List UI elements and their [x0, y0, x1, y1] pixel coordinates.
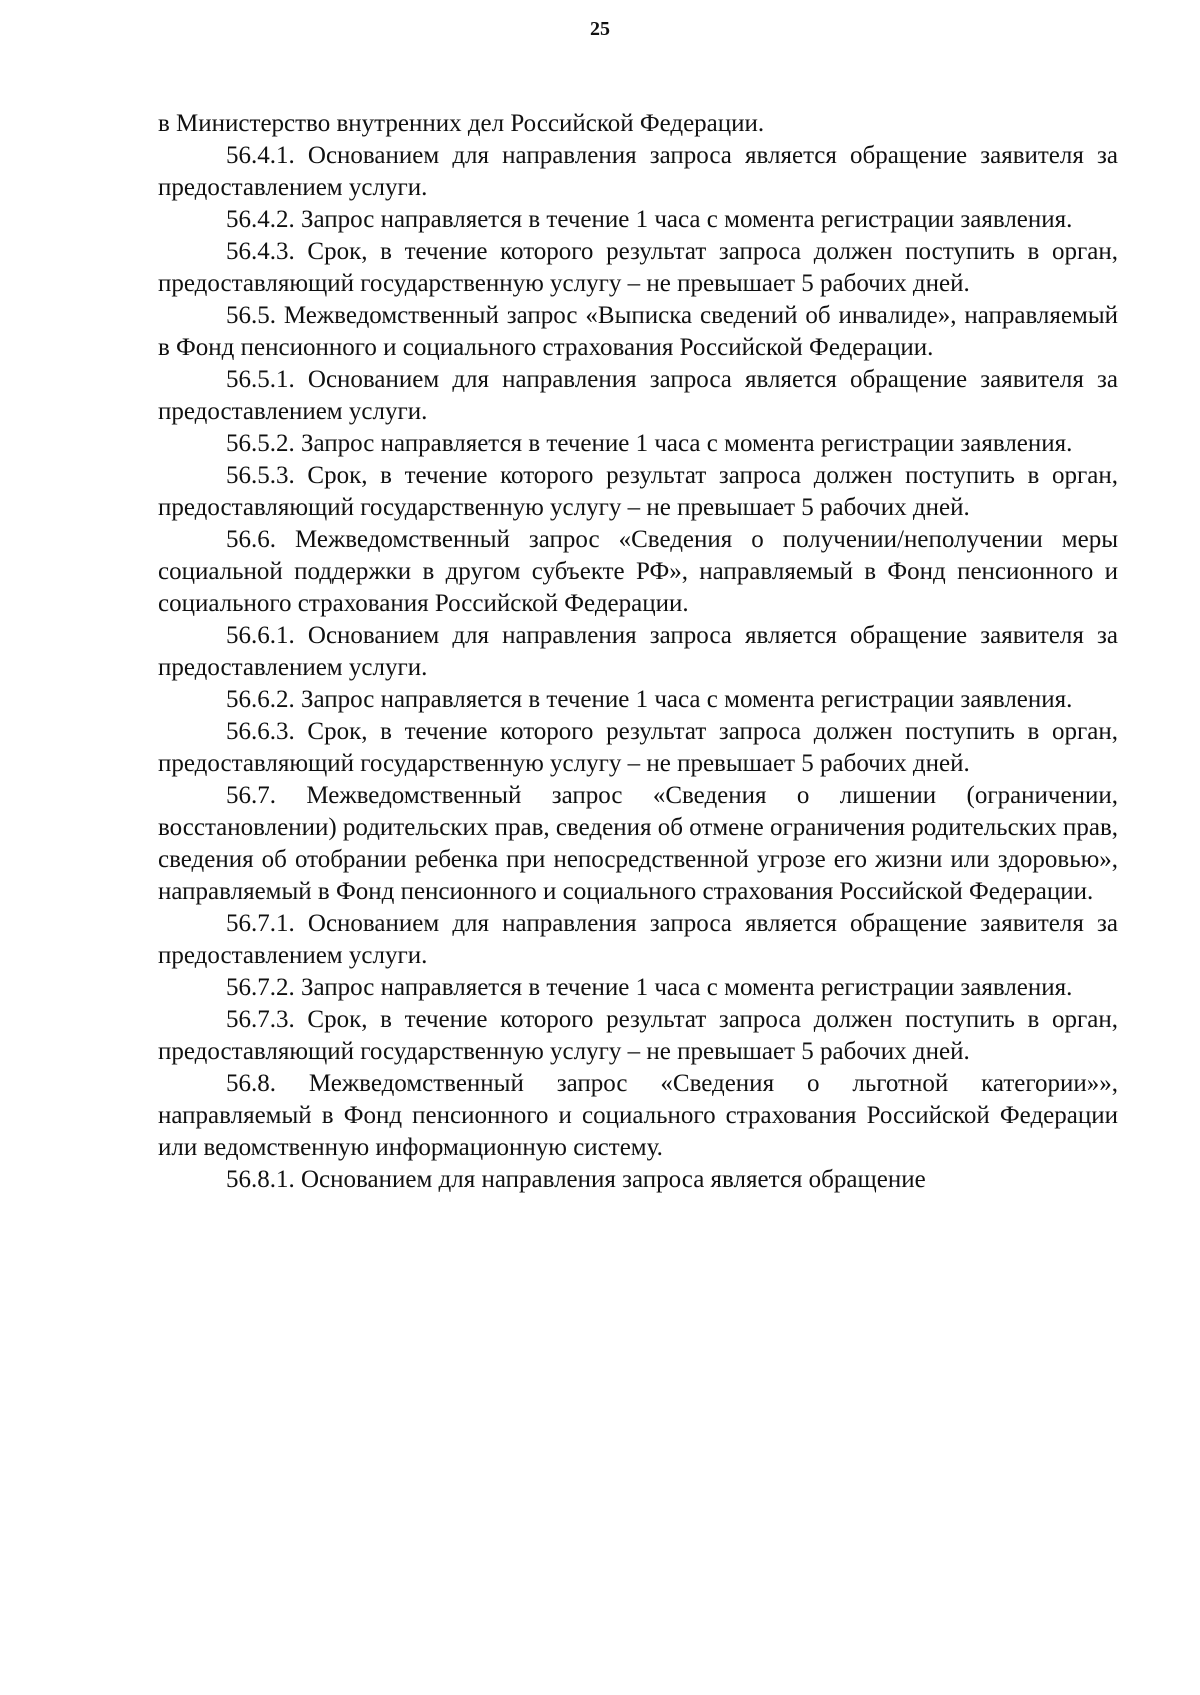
paragraph: 56.6.1. Основанием для направления запроса является обращение заявителя за предоставлением услуги. [158, 622, 1118, 681]
paragraph: 56.7.3. Срок, в течение которого результат запроса должен поступить в орган, предоставляющий государственную услугу – не превышает 5 рабочих дней. [158, 1006, 1118, 1065]
paragraph: 56.8.1. Основанием для направления запроса является обращение [226, 1166, 926, 1193]
paragraph: 56.4.3. Срок, в течение которого результат запроса должен поступить в орган, предоставляющий государственную услугу – не превышает 5 рабочих дней. [158, 238, 1118, 297]
paragraph: 56.7. Межведомственный запрос «Сведения о лишении (ограничении, восстановлении) родительских прав, сведения об отмене ограничения родительских прав, сведения об отобрании ребенка при непосредственной угрозе его жизни или здоровью», направляемый в Фонд пенсионного и социального страхования Российской Федерации. [158, 782, 1118, 905]
paragraph: 56.4.1. Основанием для направления запроса является обращение заявителя за предоставлением услуги. [158, 142, 1118, 201]
paragraph: 56.6.3. Срок, в течение которого результат запроса должен поступить в орган, предоставляющий государственную услугу – не превышает 5 рабочих дней. [158, 718, 1118, 777]
paragraph: в Министерство внутренних дел Российской Федерации. [158, 110, 765, 137]
paragraph: 56.5.1. Основанием для направления запроса является обращение заявителя за предоставлением услуги. [158, 366, 1118, 425]
paragraph: 56.4.2. Запрос направляется в течение 1 часа с момента регистрации заявления. [226, 206, 1073, 233]
paragraph: 56.5.2. Запрос направляется в течение 1 часа с момента регистрации заявления. [226, 430, 1073, 457]
paragraph: 56.7.2. Запрос направляется в течение 1 часа с момента регистрации заявления. [226, 974, 1073, 1001]
document-body [158, 108, 1118, 1196]
paragraph: 56.6. Межведомственный запрос «Сведения о получении/неполучении меры социальной поддержки в другом субъекте РФ», направляемый в Фонд пенсионного и социального страхования Российской Федерации. [158, 526, 1118, 617]
paragraph: 56.5.3. Срок, в течение которого результат запроса должен поступить в орган, предоставляющий государственную услугу – не превышает 5 рабочих дней. [158, 462, 1118, 521]
paragraph: 56.8. Межведомственный запрос «Сведения о льготной категории»», направляемый в Фонд пенсионного и социального страхования Российской Федерации или ведомственную информационную систему. [158, 1070, 1118, 1161]
paragraph: 56.6.2. Запрос направляется в течение 1 часа с момента регистрации заявления. [226, 686, 1073, 713]
page-number: 25 [590, 18, 610, 40]
paragraph: 56.5. Межведомственный запрос «Выписка сведений об инвалиде», направляемый в Фонд пенсионного и социального страхования Российской Федерации. [158, 302, 1118, 361]
paragraph: 56.7.1. Основанием для направления запроса является обращение заявителя за предоставлением услуги. [158, 910, 1118, 969]
